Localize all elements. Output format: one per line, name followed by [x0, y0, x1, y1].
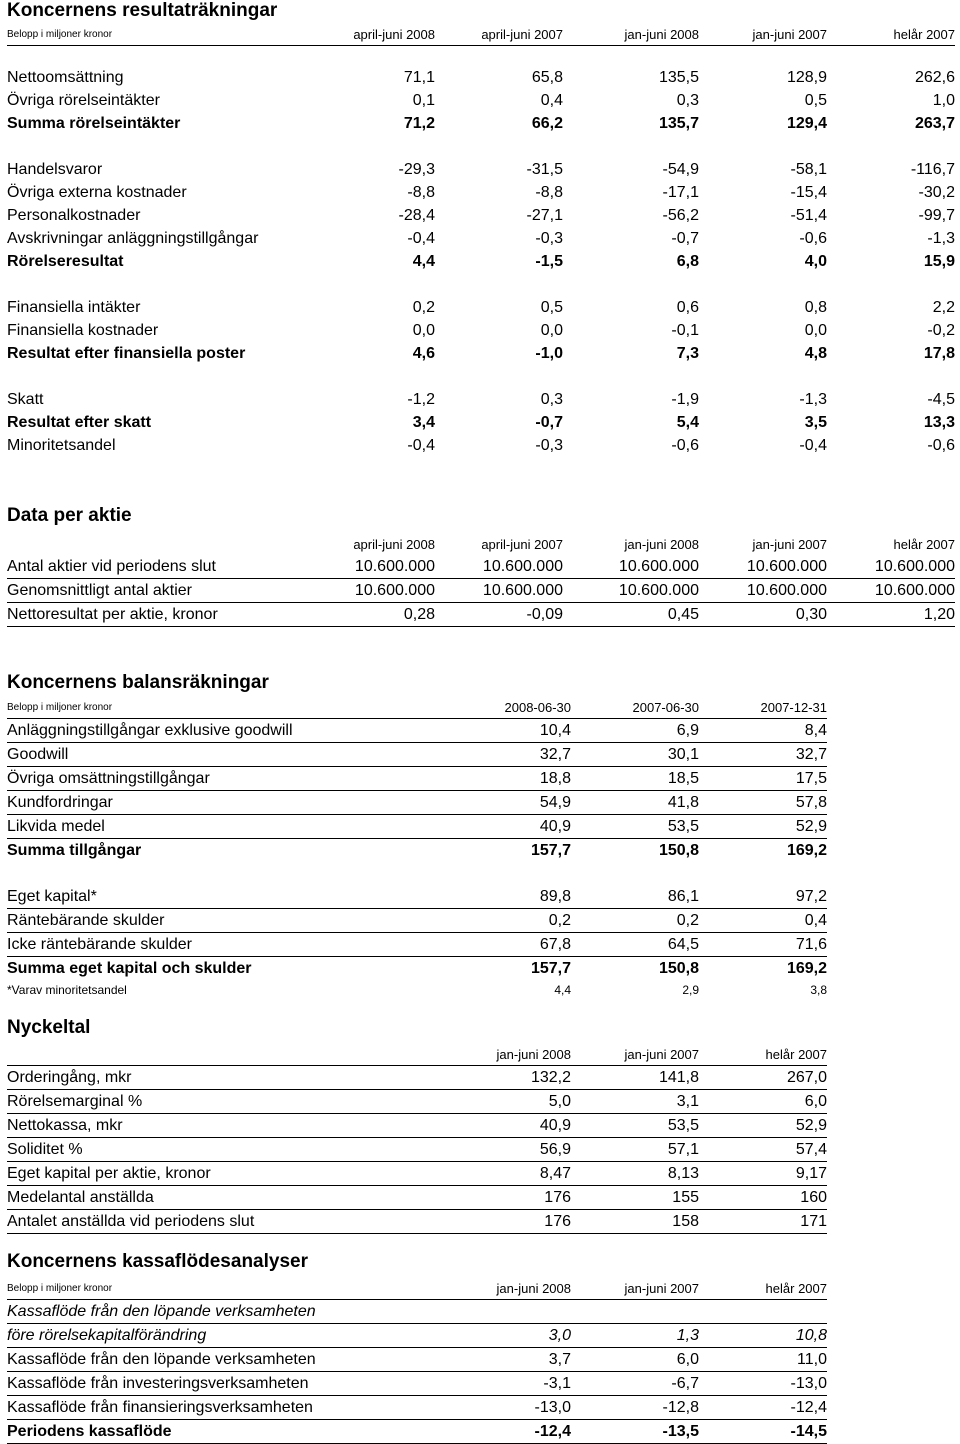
row-label: Rörelseresultat	[7, 253, 124, 270]
unit-label: Belopp i miljoner kronor	[7, 25, 307, 46]
row-value: -0,09	[435, 603, 563, 627]
cashflow-table	[7, 1279, 827, 1444]
row-value: 0,30	[699, 603, 827, 627]
row-value: 3,8	[810, 983, 827, 997]
row-value: 13,3	[923, 414, 955, 431]
row-value: 52,9	[699, 815, 827, 839]
row-value: -13,5	[571, 1420, 699, 1444]
row-value: 32,7	[699, 743, 827, 767]
row-value: 263,7	[914, 115, 955, 132]
row-value: 150,8	[658, 960, 699, 977]
row-value: 129,4	[786, 115, 827, 132]
column-header: jan-juni 2008	[443, 1045, 571, 1066]
row-value: 18,8	[443, 767, 571, 791]
row-value: -0,4	[799, 437, 827, 454]
row-value: -3,1	[443, 1372, 571, 1396]
row-value: -12,4	[699, 1396, 827, 1420]
table-row	[7, 204, 955, 227]
row-label: Orderingång, mkr	[7, 1066, 443, 1090]
row-value: 2,2	[932, 299, 955, 316]
row-value: 0,3	[540, 391, 563, 408]
row-value: 10.600.000	[435, 555, 563, 579]
row-label: Soliditet %	[7, 1138, 443, 1162]
row-value: 0,8	[804, 299, 827, 316]
row-label: Kundfordringar	[7, 791, 443, 815]
table-row	[7, 1324, 827, 1348]
table-row	[7, 767, 827, 791]
balance-sheet-title: Koncernens balansräkningar	[7, 672, 269, 693]
row-value: 10.600.000	[699, 579, 827, 603]
row-value: 10,8	[699, 1324, 827, 1348]
row-value: -6,7	[571, 1372, 699, 1396]
row-value: -1,5	[535, 253, 563, 270]
row-label: Avskrivningar anläggningstillgångar	[7, 230, 259, 247]
row-label: Skatt	[7, 391, 44, 408]
row-label: Minoritetsandel	[7, 437, 116, 454]
table-row	[7, 342, 955, 365]
row-value: -0,7	[535, 414, 563, 431]
row-value: 3,5	[804, 414, 827, 431]
row-label: före rörelsekapitalförändring	[7, 1324, 443, 1348]
row-value: 3,4	[412, 414, 435, 431]
row-value: 0,2	[412, 299, 435, 316]
row-value: -17,1	[662, 184, 699, 201]
row-value: 10.600.000	[699, 555, 827, 579]
cashflow-title: Koncernens kassaflödesanalyser	[7, 1251, 308, 1272]
column-header: 2007-12-31	[699, 698, 827, 719]
row-value: 5,0	[443, 1090, 571, 1114]
row-value: 64,5	[571, 933, 699, 957]
row-value: 86,1	[571, 885, 699, 909]
row-label: Nettoresultat per aktie, kronor	[7, 603, 307, 627]
row-value: -1,2	[407, 391, 435, 408]
row-value: 40,9	[443, 1114, 571, 1138]
row-value: 169,2	[786, 960, 827, 977]
blank-header-cell	[7, 535, 307, 555]
row-value: 10.600.000	[435, 579, 563, 603]
row-value: 0,1	[412, 92, 435, 109]
row-value: 176	[443, 1210, 571, 1234]
row-value: -0,6	[799, 230, 827, 247]
table-row	[7, 980, 827, 1000]
row-value: 5,4	[676, 414, 699, 431]
row-label: Summa eget kapital och skulder	[7, 960, 252, 977]
table-row	[7, 158, 955, 181]
column-header: april-juni 2008	[307, 25, 435, 46]
row-value: 0,45	[563, 603, 699, 627]
row-label: Övriga omsättningstillgångar	[7, 767, 443, 791]
row-value: -0,2	[927, 322, 955, 339]
row-value: 7,3	[676, 345, 699, 362]
table-row	[7, 1138, 827, 1162]
row-value: -0,1	[671, 322, 699, 339]
column-header: jan-juni 2007	[571, 1279, 699, 1300]
row-value: 135,5	[658, 69, 699, 86]
row-value: 18,5	[571, 767, 699, 791]
per-share-section	[7, 505, 955, 627]
row-value: 67,8	[443, 933, 571, 957]
row-value: 53,5	[571, 1114, 699, 1138]
column-header-row	[7, 535, 955, 555]
row-value: -0,7	[671, 230, 699, 247]
row-value: 66,2	[531, 115, 563, 132]
table-row	[7, 909, 827, 933]
row-label: Handelsvaror	[7, 161, 103, 178]
row-value: 53,5	[571, 815, 699, 839]
row-value: 57,8	[699, 791, 827, 815]
table-row	[7, 181, 955, 204]
row-value: -58,1	[790, 161, 827, 178]
blank-header-cell	[7, 1045, 443, 1066]
row-label: Rörelsemarginal %	[7, 1090, 443, 1114]
row-value: 132,2	[443, 1066, 571, 1090]
income-statement-section	[7, 0, 955, 457]
column-header: jan-juni 2008	[443, 1279, 571, 1300]
row-label: Medelantal anställda	[7, 1186, 443, 1210]
row-label: Antal aktier vid periodens slut	[7, 555, 307, 579]
row-value: 262,6	[914, 69, 955, 86]
row-value: 52,9	[699, 1114, 827, 1138]
balance-sheet-table	[7, 698, 827, 1000]
row-value: -8,8	[535, 184, 563, 201]
row-label: Eget kapital*	[7, 885, 443, 909]
column-header: jan-juni 2007	[699, 25, 827, 46]
row-value: 10.600.000	[827, 579, 955, 603]
row-value: 41,8	[571, 791, 699, 815]
row-value: -0,4	[407, 230, 435, 247]
table-row	[7, 1066, 827, 1090]
row-value: -1,0	[535, 345, 563, 362]
row-value: 0,0	[412, 322, 435, 339]
row-value: -0,6	[927, 437, 955, 454]
row-value: 2,9	[682, 983, 699, 997]
table-row	[7, 839, 827, 863]
row-label: Antalet anställda vid periodens slut	[7, 1210, 443, 1234]
row-label: Resultat efter skatt	[7, 414, 152, 431]
row-label: Kassaflöde från den löpande verksamheten	[7, 1348, 443, 1372]
row-label: Periodens kassaflöde	[7, 1420, 443, 1444]
row-value: -51,4	[790, 207, 827, 224]
row-label: Personalkostnader	[7, 207, 141, 224]
row-value: -1,3	[799, 391, 827, 408]
row-value: 0,28	[307, 603, 435, 627]
row-value: 0,0	[804, 322, 827, 339]
table-row	[7, 1162, 827, 1186]
row-label: Övriga rörelseintäkter	[7, 92, 160, 109]
table-row	[7, 1186, 827, 1210]
row-value: 128,9	[786, 69, 827, 86]
table-row	[7, 1420, 827, 1444]
row-value: 40,9	[443, 815, 571, 839]
row-value: 10.600.000	[827, 555, 955, 579]
row-label: Kassaflöde från investeringsverksamheten	[7, 1372, 443, 1396]
row-value: 3,1	[571, 1090, 699, 1114]
row-label: Kassaflöde från finansieringsverksamheten	[7, 1396, 443, 1420]
table-row	[7, 1114, 827, 1138]
column-header: 2007-06-30	[571, 698, 699, 719]
row-value: -29,3	[398, 161, 435, 178]
table-row	[7, 388, 955, 411]
row-value: 71,1	[403, 69, 435, 86]
row-value: 0,2	[443, 909, 571, 933]
table-row	[7, 411, 955, 434]
table-row	[7, 1210, 827, 1234]
row-value: -1,9	[671, 391, 699, 408]
row-value: 10.600.000	[563, 555, 699, 579]
column-header: helår 2007	[827, 25, 955, 46]
spacer-row	[7, 273, 955, 296]
column-header: jan-juni 2007	[752, 537, 827, 552]
table-row	[7, 719, 827, 743]
table-row	[7, 1300, 827, 1324]
row-value: 0,5	[540, 299, 563, 316]
row-label: Eget kapital per aktie, kronor	[7, 1162, 443, 1186]
row-value: 0,2	[571, 909, 699, 933]
row-value: 10.600.000	[307, 555, 435, 579]
spacer-row	[7, 135, 955, 158]
row-value: 54,9	[443, 791, 571, 815]
income-statement-table	[7, 25, 955, 457]
row-value: 169,2	[786, 842, 827, 859]
row-label: Icke räntebärande skulder	[7, 933, 443, 957]
row-value: 56,9	[443, 1138, 571, 1162]
unit-label: Belopp i miljoner kronor	[7, 1279, 443, 1300]
column-header: helår 2007	[699, 1279, 827, 1300]
column-header: jan-juni 2008	[563, 25, 699, 46]
spacer-row	[7, 365, 955, 388]
per-share-title: Data per aktie	[7, 505, 132, 526]
row-value: -4,5	[927, 391, 955, 408]
row-value: 8,47	[443, 1162, 571, 1186]
table-row	[7, 319, 955, 342]
table-row	[7, 791, 827, 815]
row-label: Övriga externa kostnader	[7, 184, 187, 201]
row-value: -27,1	[526, 207, 563, 224]
column-header: helår 2007	[893, 537, 955, 552]
row-value	[571, 1300, 699, 1324]
row-value: -12,8	[571, 1396, 699, 1420]
row-value: -13,0	[443, 1396, 571, 1420]
table-row	[7, 296, 955, 319]
row-value: -0,6	[671, 437, 699, 454]
column-header-row	[7, 698, 827, 719]
row-value: 9,17	[699, 1162, 827, 1186]
row-value: -12,4	[443, 1420, 571, 1444]
row-value: 4,6	[412, 345, 435, 362]
row-value: 57,1	[571, 1138, 699, 1162]
row-value: 1,3	[571, 1324, 699, 1348]
table-row	[7, 933, 827, 957]
row-value: 57,4	[699, 1138, 827, 1162]
table-row	[7, 603, 955, 627]
row-label: Goodwill	[7, 743, 443, 767]
unit-label: Belopp i miljoner kronor	[7, 698, 443, 719]
table-row	[7, 1090, 827, 1114]
table-row	[7, 743, 827, 767]
row-value: -116,7	[910, 161, 955, 178]
key-figures-section	[7, 1017, 827, 1234]
row-value: 0,4	[540, 92, 563, 109]
row-value: 0,0	[540, 322, 563, 339]
row-value: -15,4	[790, 184, 827, 201]
row-value: 160	[699, 1186, 827, 1210]
row-value: 0,5	[804, 92, 827, 109]
row-value: 6,9	[571, 719, 699, 743]
column-header: 2008-06-30	[443, 698, 571, 719]
table-row	[7, 66, 955, 89]
row-value: 0,6	[676, 299, 699, 316]
row-value: 4,4	[554, 983, 571, 997]
table-row	[7, 579, 955, 603]
row-value: 32,7	[443, 743, 571, 767]
balance-sheet-section	[7, 672, 827, 1000]
per-share-table	[7, 535, 955, 627]
column-header-row	[7, 1045, 827, 1066]
table-row	[7, 885, 827, 909]
row-label: Summa tillgångar	[7, 842, 142, 859]
row-value: 3,0	[443, 1324, 571, 1348]
row-value: 141,8	[571, 1066, 699, 1090]
row-value: 6,0	[699, 1090, 827, 1114]
column-header: april-juni 2007	[435, 25, 563, 46]
row-value: 267,0	[699, 1066, 827, 1090]
row-value: 0,4	[699, 909, 827, 933]
row-value: -8,8	[407, 184, 435, 201]
table-row	[7, 1372, 827, 1396]
column-header: april-juni 2008	[353, 537, 435, 552]
row-value: -14,5	[699, 1420, 827, 1444]
row-value: 6,0	[571, 1348, 699, 1372]
row-value: 6,8	[676, 253, 699, 270]
table-row	[7, 227, 955, 250]
cashflow-section	[7, 1251, 827, 1444]
key-figures-table	[7, 1045, 827, 1234]
row-value: 158	[571, 1210, 699, 1234]
row-label: Genomsnittligt antal aktier	[7, 579, 307, 603]
row-value: -56,2	[662, 207, 699, 224]
table-row	[7, 1396, 827, 1420]
row-value: 157,7	[530, 842, 571, 859]
row-value: 15,9	[923, 253, 955, 270]
row-value: 8,13	[571, 1162, 699, 1186]
row-value: -54,9	[662, 161, 699, 178]
row-value: -1,3	[927, 230, 955, 247]
row-value	[443, 1300, 571, 1324]
column-header: jan-juni 2008	[624, 537, 699, 552]
table-row	[7, 434, 955, 457]
row-value: 4,4	[412, 253, 435, 270]
row-label: Räntebärande skulder	[7, 909, 443, 933]
row-label: Likvida medel	[7, 815, 443, 839]
row-value: 17,5	[699, 767, 827, 791]
row-value: -99,7	[918, 207, 955, 224]
spacer-row	[7, 862, 827, 885]
row-value: 71,2	[403, 115, 435, 132]
row-label: Kassaflöde från den löpande verksamheten	[7, 1300, 443, 1324]
row-label: Nettokassa, mkr	[7, 1114, 443, 1138]
row-value: 3,7	[443, 1348, 571, 1372]
row-value: 11,0	[699, 1348, 827, 1372]
spacer-row	[7, 46, 955, 67]
row-value: 97,2	[699, 885, 827, 909]
row-label: Finansiella intäkter	[7, 299, 141, 316]
row-value: 10,4	[443, 719, 571, 743]
table-row	[7, 815, 827, 839]
row-value: -28,4	[398, 207, 435, 224]
row-value: -31,5	[526, 161, 563, 178]
row-value: 171	[699, 1210, 827, 1234]
row-value: 176	[443, 1186, 571, 1210]
row-value: -0,3	[535, 437, 563, 454]
row-value: 10.600.000	[307, 579, 435, 603]
table-row	[7, 1348, 827, 1372]
row-label: Anläggningstillgångar exklusive goodwill	[7, 719, 443, 743]
row-value	[699, 1300, 827, 1324]
column-header: jan-juni 2007	[571, 1045, 699, 1066]
column-header-row	[7, 1279, 827, 1300]
row-value: -0,4	[407, 437, 435, 454]
row-value: 30,1	[571, 743, 699, 767]
table-row	[7, 89, 955, 112]
column-header: april-juni 2007	[481, 537, 563, 552]
row-value: 4,0	[804, 253, 827, 270]
row-value: 150,8	[658, 842, 699, 859]
row-value: 10.600.000	[563, 579, 699, 603]
row-label: Summa rörelseintäkter	[7, 115, 181, 132]
row-value: 157,7	[530, 960, 571, 977]
row-value: 1,0	[932, 92, 955, 109]
table-row	[7, 112, 955, 135]
column-header-row	[7, 25, 955, 46]
row-value: 4,8	[804, 345, 827, 362]
row-value: 89,8	[443, 885, 571, 909]
row-value: 155	[571, 1186, 699, 1210]
row-value: 8,4	[699, 719, 827, 743]
row-label: Resultat efter finansiella poster	[7, 345, 246, 362]
income-statement-title: Koncernens resultaträkningar	[7, 0, 278, 21]
row-value: -13,0	[699, 1372, 827, 1396]
row-value: 135,7	[658, 115, 699, 132]
row-value: 65,8	[531, 69, 563, 86]
table-row	[7, 250, 955, 273]
row-value: 17,8	[923, 345, 955, 362]
row-label: Nettoomsättning	[7, 69, 124, 86]
table-row	[7, 555, 955, 579]
column-header: helår 2007	[699, 1045, 827, 1066]
row-label: Finansiella kostnader	[7, 322, 159, 339]
row-label: *Varav minoritetsandel	[7, 983, 127, 997]
row-value: 0,3	[676, 92, 699, 109]
row-value: -30,2	[918, 184, 955, 201]
row-value: 1,20	[827, 603, 955, 627]
row-value: 71,6	[699, 933, 827, 957]
row-value: -0,3	[535, 230, 563, 247]
table-row	[7, 957, 827, 981]
key-figures-title: Nyckeltal	[7, 1017, 91, 1038]
